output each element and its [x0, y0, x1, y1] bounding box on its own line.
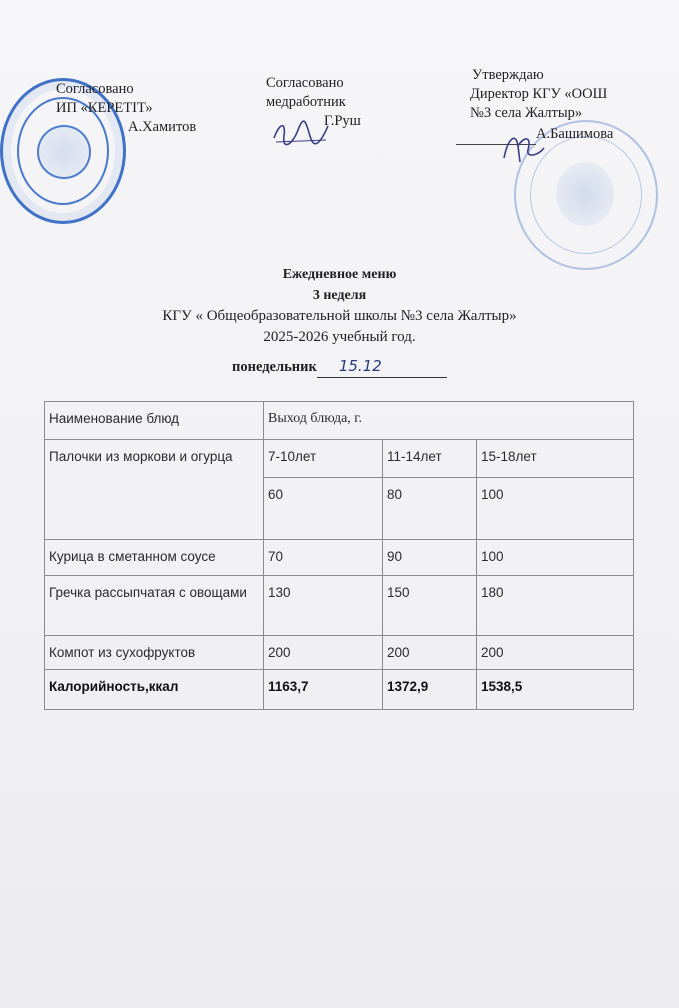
approval-left-line1: Согласовано [56, 81, 134, 97]
approval-middle-line1: Согласовано [266, 75, 344, 91]
menu-title: Ежедневное меню [282, 267, 397, 282]
table-row [45, 636, 634, 670]
table-header-row [45, 402, 634, 440]
approval-middle-name: Г.Руш [324, 113, 361, 129]
table-row [45, 440, 634, 478]
table-row [45, 576, 634, 636]
age-group: 11-14лет [383, 440, 477, 478]
table-row [45, 540, 634, 576]
dish-value: 70 [264, 540, 383, 576]
day-line [232, 356, 472, 378]
approval-left [38, 80, 248, 137]
approval-right-name: А.Башимова [536, 126, 614, 142]
dish-name: Компот из сухофруктов [45, 636, 264, 670]
dish-value: 200 [383, 636, 477, 670]
signature-medworker [270, 116, 332, 150]
total-value: 1163,7 [264, 670, 383, 710]
total-label: Калорийность,ккал [45, 670, 264, 710]
header-dish-name: Наименование блюд [45, 402, 264, 440]
age-group: 7-10лет [264, 440, 383, 478]
dish-name: Курица в сметанном соусе [45, 540, 264, 576]
dish-value: 80 [383, 478, 477, 540]
week-label: 3 неделя [312, 288, 367, 303]
age-group: 15-18лет [477, 440, 634, 478]
dish-value: 100 [477, 478, 634, 540]
school-year: 2025-2026 учебный год. [263, 329, 416, 345]
dish-value: 200 [477, 636, 634, 670]
approval-right-line1: Утверждаю [472, 67, 544, 83]
menu-date: 15.12 [317, 356, 447, 378]
menu-table [44, 401, 634, 710]
approval-left-line2: ИП «КЕРЕТІТ» [56, 100, 153, 116]
dish-value: 150 [383, 576, 477, 636]
approval-middle-line2: медработник [266, 94, 346, 110]
header-yield: Выход блюда, г. [264, 402, 634, 440]
school-name: КГУ « Общеобразовательной школы №3 села Жалтыр» [162, 308, 517, 324]
dish-value: 180 [477, 576, 634, 636]
dish-name: Палочки из моркови и огурца [45, 440, 264, 540]
approval-left-name: А.Хамитов [128, 119, 197, 135]
total-value: 1372,9 [383, 670, 477, 710]
dish-value: 60 [264, 478, 383, 540]
total-value: 1538,5 [477, 670, 634, 710]
approval-right-line2: Директор КГУ «ООШ [470, 86, 608, 102]
day-label: понедельник [232, 359, 317, 375]
total-row [45, 670, 634, 710]
dish-value: 130 [264, 576, 383, 636]
approval-right-line3: №3 села Жалтыр» [470, 105, 583, 121]
dish-value: 200 [264, 636, 383, 670]
dish-name: Гречка рассыпчатая с овощами [45, 576, 264, 636]
signature-director [498, 128, 548, 168]
dish-value: 90 [383, 540, 477, 576]
dish-value: 100 [477, 540, 634, 576]
